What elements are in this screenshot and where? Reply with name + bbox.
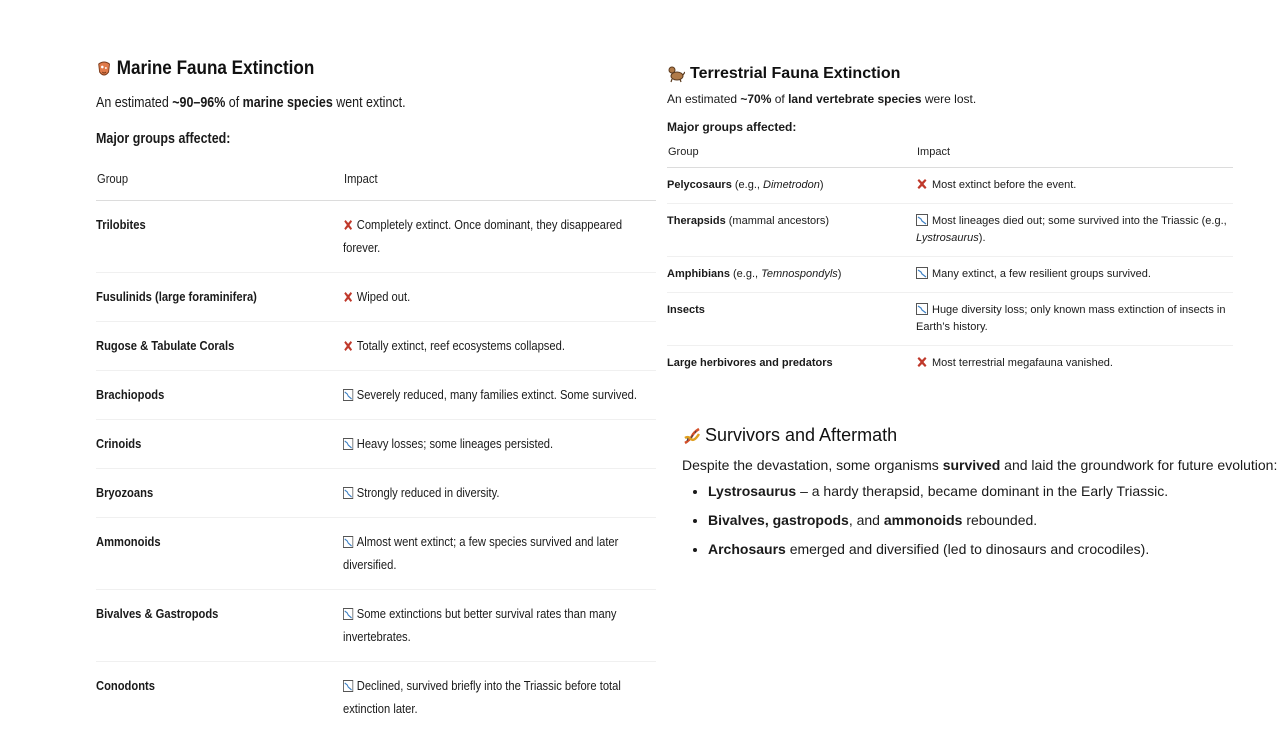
group-cell [96, 469, 343, 518]
chart-decreasing-icon [916, 214, 928, 226]
impact-text: Almost went extinct; a few species survived and later diversified. [343, 534, 618, 572]
group-name: Large herbivores and predators [667, 357, 833, 369]
shell-icon [96, 60, 112, 78]
group-note: (e.g., [730, 268, 761, 280]
group-cell [667, 346, 916, 382]
chart-decreasing-icon [343, 536, 353, 548]
group-cell [667, 257, 916, 293]
impact-text: Some extinctions but better survival rates than many invertebrates. [343, 606, 617, 644]
group-cell [667, 168, 916, 204]
impact-text: Most extinct before the event. [932, 179, 1076, 191]
marine-title: Marine Fauna Extinction [117, 58, 315, 80]
terrestrial-intro: An estimated ~70% of land vertebrate species were lost. [667, 92, 1233, 106]
terrestrial-table [667, 142, 1233, 381]
cross-icon [343, 219, 353, 231]
table-row [96, 469, 656, 518]
marine-subheading: Major groups affected: [96, 131, 578, 147]
impact-text: Heavy losses; some lineages persisted. [357, 436, 553, 451]
impact-cell [343, 469, 656, 518]
cross-icon [343, 291, 353, 303]
group-name: Trilobites [96, 213, 342, 236]
group-name: Bivalves & Gastropods [96, 602, 342, 625]
group-name: Amphibians [667, 268, 730, 280]
impact-cell [343, 201, 656, 273]
table-row [667, 204, 1233, 257]
list-item: • Archosaurs emerged and diversified (led to dinosaurs and crocodiles). [708, 539, 1262, 559]
group-example: Temnospondyls [761, 268, 838, 280]
impact-text: Totally extinct, reef ecosystems collapsed. [357, 338, 565, 353]
group-name: Conodonts [96, 674, 342, 697]
group-name: Therapsids [667, 215, 726, 227]
group-cell [96, 590, 343, 662]
impact-text: Many extinct, a few resilient groups survived. [932, 268, 1151, 280]
group-note-end: ) [838, 268, 842, 280]
impact-cell [343, 371, 656, 420]
impact-cell [916, 293, 1233, 346]
chart-decreasing-icon [343, 680, 353, 692]
group-cell [667, 204, 916, 257]
impact-text: Strongly reduced in diversity. [357, 485, 500, 500]
cross-icon [916, 178, 928, 190]
table-row [96, 590, 656, 662]
impact-cell [916, 204, 1233, 257]
impact-cell [916, 257, 1233, 293]
column-header-impact: Impact [916, 142, 1233, 168]
impact-text: Most terrestrial megafauna vanished. [932, 357, 1113, 369]
terrestrial-title: Terrestrial Fauna Extinction [690, 65, 900, 83]
group-example: Dimetrodon [763, 179, 820, 191]
marine-heading [96, 56, 600, 82]
group-name: Brachiopods [96, 383, 342, 406]
table-row [667, 293, 1233, 346]
impact-cell [343, 273, 656, 322]
group-cell [96, 518, 343, 590]
impact-cell [343, 420, 656, 469]
group-cell [96, 371, 343, 420]
impact-text: Huge diversity loss; only known mass extinction of insects in Earth’s history. [916, 304, 1225, 333]
impact-text: Wiped out. [357, 289, 410, 304]
terrestrial-section [667, 62, 1233, 381]
group-name: Fusulinids (large foraminifera) [96, 285, 342, 308]
cross-icon [916, 356, 928, 368]
table-row [96, 662, 656, 733]
group-cell [96, 273, 343, 322]
table-row [96, 371, 656, 420]
group-cell [96, 322, 343, 371]
table-row [667, 168, 1233, 204]
marine-table [96, 163, 656, 733]
survivors-heading [682, 422, 1262, 448]
chart-decreasing-icon [343, 608, 353, 620]
group-name: Rugose & Tabulate Corals [96, 334, 342, 357]
group-name: Pelycosaurs [667, 179, 732, 191]
impact-cell [343, 518, 656, 590]
group-name: Insects [667, 304, 705, 316]
column-header-impact: Impact [343, 163, 656, 201]
group-cell [96, 420, 343, 469]
survivors-intro: Despite the devastation, some organisms survived and laid the groundwork for future evolution: [682, 457, 1262, 473]
impact-text: Most lineages died out; some survived into the Triassic (e.g., [932, 215, 1227, 227]
group-name: Crinoids [96, 432, 342, 455]
table-row [96, 201, 656, 273]
column-header-group: Group [96, 163, 343, 201]
impact-cell [916, 168, 1233, 204]
chart-decreasing-icon [916, 303, 928, 315]
group-note: (mammal ancestors) [726, 215, 829, 227]
group-cell [667, 293, 916, 346]
group-name: Ammonoids [96, 530, 342, 553]
list-item: • Bivalves, gastropods, and ammonoids rebounded. [708, 510, 1262, 530]
group-cell [96, 662, 343, 733]
impact-text: Completely extinct. Once dominant, they disappeared forever. [343, 217, 622, 255]
terrestrial-subheading: Major groups affected: [667, 120, 1233, 134]
impact-text: Severely reduced, many families extinct. Some survived. [357, 387, 637, 402]
table-row [667, 257, 1233, 293]
impact-cell [343, 590, 656, 662]
group-cell [96, 201, 343, 273]
dna-icon [682, 426, 700, 444]
marine-intro: An estimated ~90–96% of marine species went extinct. [96, 95, 578, 111]
lizard-icon [667, 65, 685, 83]
impact-cell [343, 322, 656, 371]
survivors-title: Survivors and Aftermath [705, 425, 897, 446]
terrestrial-heading [667, 62, 1233, 86]
cross-icon [343, 340, 353, 352]
survivors-list [682, 481, 1262, 559]
list-item: • Lystrosaurus – a hardy therapsid, became dominant in the Early Triassic. [708, 481, 1262, 501]
group-note-end: ) [820, 179, 824, 191]
marine-section [96, 56, 656, 733]
chart-decreasing-icon [343, 438, 353, 450]
column-header-group: Group [667, 142, 916, 168]
group-name: Bryozoans [96, 481, 342, 504]
impact-cell [343, 662, 656, 733]
chart-decreasing-icon [343, 487, 353, 499]
impact-text-end: ). [979, 232, 986, 244]
table-row [96, 518, 656, 590]
table-row [96, 273, 656, 322]
impact-example: Lystrosaurus [916, 232, 979, 244]
group-note: (e.g., [732, 179, 763, 191]
table-row [667, 346, 1233, 382]
survivors-section [682, 422, 1262, 568]
table-row [96, 322, 656, 371]
chart-decreasing-icon [343, 389, 353, 401]
table-row [96, 420, 656, 469]
impact-text: Declined, survived briefly into the Triassic before total extinction later. [343, 678, 621, 716]
impact-cell [916, 346, 1233, 382]
chart-decreasing-icon [916, 267, 928, 279]
